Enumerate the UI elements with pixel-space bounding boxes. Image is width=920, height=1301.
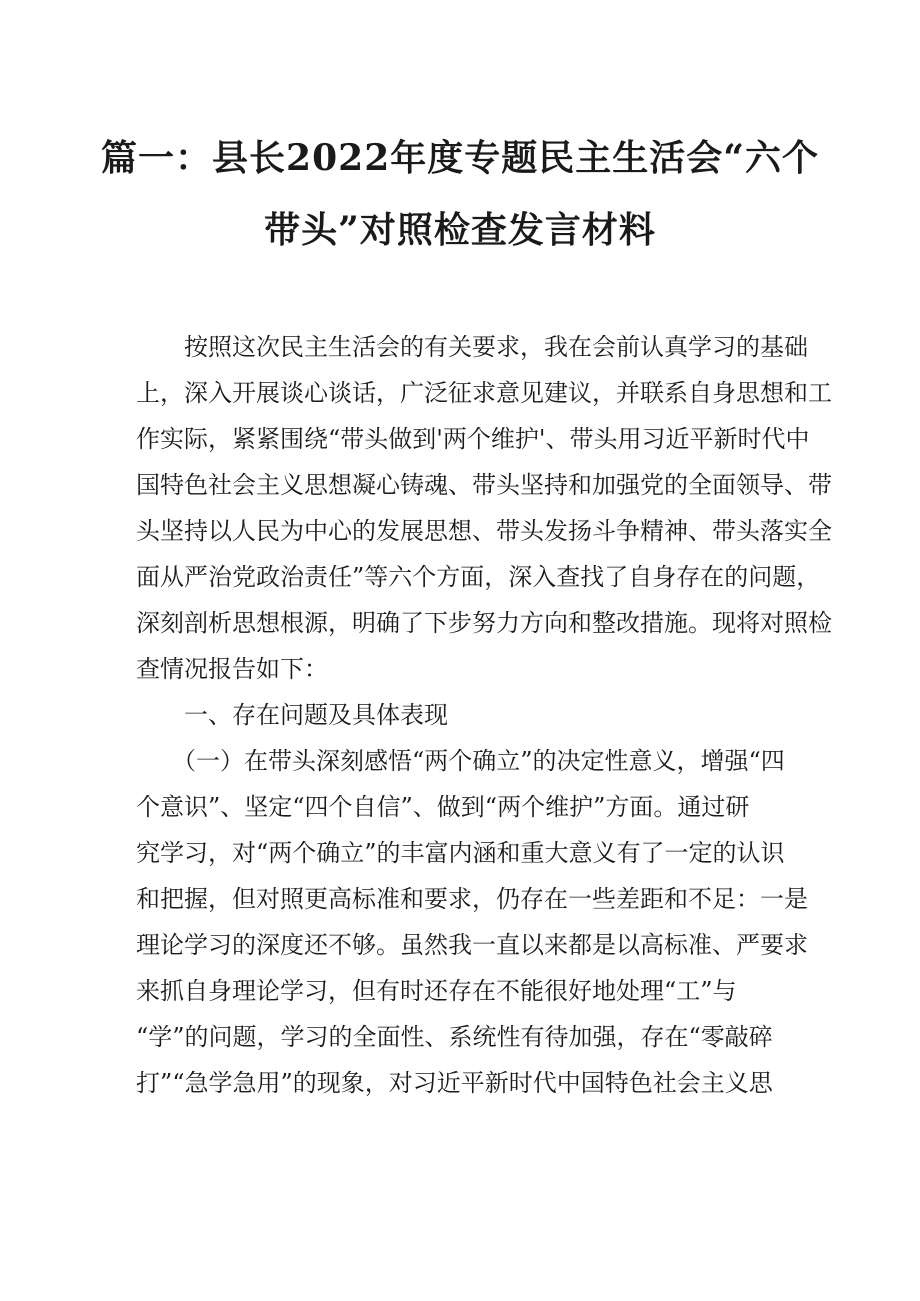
body-line: 究学习，对“两个确立”的丰富内涵和重大意义有了一定的认识 xyxy=(136,839,785,867)
body-line: 按照这次民主生活会的有关要求，我在会前认真学习的基础 xyxy=(184,333,808,361)
body-line: 和把握，但对照更高标准和要求，仍存在一些差距和不足：一是 xyxy=(136,885,808,913)
body-line: “学”的问题，学习的全面性、系统性有待加强，存在“零敲碎 xyxy=(136,1023,773,1051)
body-line: 打”“急学急用”的现象，对习近平新时代中国特色社会主义思 xyxy=(136,1069,773,1097)
body-line: 理论学习的深度还不够。虽然我一直以来都是以高标准、严要求 xyxy=(136,931,808,959)
title-line-2: 带头”对照检查发言材料 xyxy=(264,209,656,251)
body-line: 面从严治党政治责任”等六个方面，深入查找了自身存在的问题， xyxy=(136,563,821,591)
body-line: 作实际，紧紧围绕“带头做到'两个维护'、带头用习近平新时代中 xyxy=(136,425,810,453)
body-line: 上，深入开展谈心谈话，广泛征求意见建议，并联系自身思想和工 xyxy=(136,379,832,407)
body-line: 来抓自身理论学习，但有时还存在不能很好地处理“工”与 xyxy=(136,977,737,1005)
body-line: 查情况报告如下： xyxy=(136,655,328,683)
document-title xyxy=(100,137,820,251)
section-heading: 一、存在问题及具体表现 xyxy=(184,701,448,729)
body-line: 深刻剖析思想根源，明确了下步努力方向和整改措施。现将对照检 xyxy=(136,609,832,637)
document-body xyxy=(136,324,832,1106)
title-line-1: 篇一：县长2022年度专题民主生活会“六个 xyxy=(101,137,819,179)
body-line: 国特色社会主义思想凝心铸魂、带头坚持和加强党的全面领导、带 xyxy=(136,471,832,499)
body-line: 头坚持以人民为中心的发展思想、带头发扬斗争精神、带头落实全 xyxy=(136,517,832,545)
body-line: （一）在带头深刻感悟“两个确立”的决定性意义，增强“四 xyxy=(172,747,785,775)
body-line: 个意识”、坚定“四个自信”、做到“两个维护”方面。通过研 xyxy=(136,793,750,821)
